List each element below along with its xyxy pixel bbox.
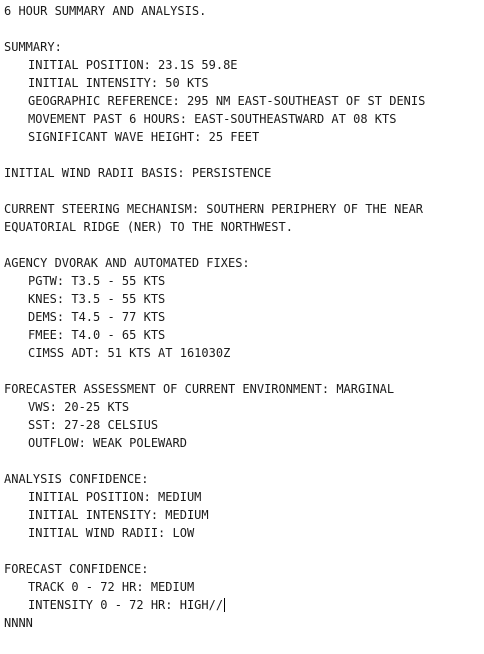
blank-line <box>4 362 482 380</box>
bulletin-text-area[interactable] <box>4 2 482 632</box>
geographic-reference-line: GEOGRAPHIC REFERENCE: 295 NM EAST-SOUTHEAST OF ST DENIS <box>28 94 426 108</box>
initial-position-line: INITIAL POSITION: 23.1S 59.8E <box>28 58 238 72</box>
intensity-confidence-text: INTENSITY 0 - 72 HR: HIGH// <box>28 598 224 612</box>
blank-line <box>4 146 482 164</box>
analysis-wind-radii-confidence: INITIAL WIND RADII: LOW <box>28 526 195 540</box>
wave-height-line: SIGNIFICANT WAVE HEIGHT: 25 FEET <box>28 130 260 144</box>
text-cursor <box>224 598 225 612</box>
fix-dems: DEMS: T4.5 - 77 KTS <box>28 310 166 324</box>
steering-mechanism-line: CURRENT STEERING MECHANISM: SOUTHERN PERIPHERY OF THE NEAR <box>4 202 424 216</box>
environment-heading: FORECASTER ASSESSMENT OF CURRENT ENVIRONMENT: MARGINAL <box>4 382 395 396</box>
track-confidence-line: TRACK 0 - 72 HR: MEDIUM <box>28 580 195 594</box>
summary-heading: SUMMARY: <box>4 40 62 54</box>
bulletin-title: 6 HOUR SUMMARY AND ANALYSIS. <box>4 4 207 18</box>
fix-knes: KNES: T3.5 - 55 KTS <box>28 292 166 306</box>
fix-pgtw: PGTW: T3.5 - 55 KTS <box>28 274 166 288</box>
wind-radii-basis-line: INITIAL WIND RADII BASIS: PERSISTENCE <box>4 166 272 180</box>
end-marker: NNNN <box>4 616 33 630</box>
analysis-position-confidence: INITIAL POSITION: MEDIUM <box>28 490 202 504</box>
steering-mechanism-line-continued: EQUATORIAL RIDGE (NER) TO THE NORTHWEST. <box>4 220 293 234</box>
dvorak-fixes-heading: AGENCY DVORAK AND AUTOMATED FIXES: <box>4 256 250 270</box>
analysis-confidence-heading: ANALYSIS CONFIDENCE: <box>4 472 149 486</box>
initial-intensity-line: INITIAL INTENSITY: 50 KTS <box>28 76 209 90</box>
blank-line <box>4 20 482 38</box>
vws-line: VWS: 20-25 KTS <box>28 400 130 414</box>
intensity-confidence-line <box>4 596 482 614</box>
blank-line <box>4 452 482 470</box>
movement-line: MOVEMENT PAST 6 HOURS: EAST-SOUTHEASTWARD AT 08 KTS <box>28 112 397 126</box>
analysis-intensity-confidence: INITIAL INTENSITY: MEDIUM <box>28 508 209 522</box>
forecast-confidence-heading: FORECAST CONFIDENCE: <box>4 562 149 576</box>
blank-line <box>4 236 482 254</box>
outflow-line: OUTFLOW: WEAK POLEWARD <box>28 436 187 450</box>
blank-line <box>4 182 482 200</box>
fix-cimss-adt: CIMSS ADT: 51 KTS AT 161030Z <box>28 346 231 360</box>
fix-fmee: FMEE: T4.0 - 65 KTS <box>28 328 166 342</box>
blank-line <box>4 542 482 560</box>
sst-line: SST: 27-28 CELSIUS <box>28 418 159 432</box>
